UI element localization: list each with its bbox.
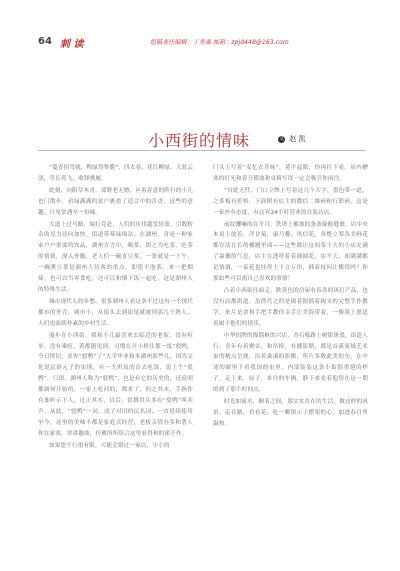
paragraph: 时光如流水，顺着之间，那实实在在的生活，做这样的风景，走在路，看看花，吃一颗镇示子摆架的心，加进春日里温热。: [213, 399, 368, 427]
paragraph: 大道上过马路，端行竞赴，人们的步伐越发轻盈，引数粉杂的见力诗向加快。街道带幂绿绵杂，在湖州，青是一种家家户户重要的饮品，湖州方言中，喝茶，即之为吃茶，吃茶的情致，深入骨髓，老人们一碗青豆茶，一条就是一下午，一碗熏豆茶是湖州人待客的重点，即使不泡茶，来一把烟茹，也可以当零食吃，还可以和烟下饭一起吃，这是湖州人的特殊生活。: [38, 221, 193, 293]
paragraph: 如果您不行很有限，可能会错过一家店，小小的: [49, 442, 170, 449]
author-name: 赵 凯: [289, 135, 306, 143]
author-badge: 文: [278, 135, 284, 142]
text-column-left: [38, 163, 193, 453]
section-label: 刺 读: [60, 39, 84, 50]
paragraph: 门头上写着“麦忆衣芥咏”，莫不起眼，你再往下看，店内槽寒的灯光和着开稽放和桌椅写得一定会吸引你前往。: [213, 165, 368, 182]
paragraph: “自此无忏，门口立牌上写着这几个大字，墨色带一道，之茶板有价格，下面附有店主的微信二维码和行联码，这是一家丝有态度，有店弃24小时营业的自监店店。: [213, 187, 368, 216]
paragraph: “蔓青拐弯就，鸭绿得鲁脆”，四太春，花红柳绿，天蓝云淡，草长莺飞，收锋携履。: [38, 165, 193, 182]
editor-info: 组稿责任编辑：丁秀惠 邮箱：zpjd448@163.com: [150, 39, 289, 46]
article-title: 小西街的情味: [148, 131, 251, 150]
page-header: [0, 36, 400, 52]
paragraph: 凸着小西街往面走，跌黄色的房屋有春各的风灯产品，也没有店都街道，虽然代之的是揭着据摇着揭支的完整手作教学，来片是余和手把手教你亲手让美海带着，一像筑土愿适着属于他们的情乐。: [213, 287, 368, 327]
paragraph: 中华招牌的馒馏枢的兴店，青石板路上树影斑驳，街道人行，青年有着聚首，和吊桥，有播影期，都是首溪流域艺术家的精点呈现，沿着桑溪的影搬，所片多数此类的东，在中途的窗里下看我国的市里，内部装装这条小街很重建的样子，走上来，原子，来往的车辆，静下来看着他情在这一期的到了那个时间点。: [213, 332, 368, 394]
author-byline: [278, 134, 305, 144]
paragraph: 漫步在小西街，我和小儿最喜欢去临近的老街，没有喧单，没有乘喧，黄都随见到，习惯在开小桥往那一度“驳鸭，今日得识，求你”驳鸭”了“大学毕业和本湖州那些几，因为文化是民俗元子的实现，有一大班及的首去吃饭，说上个“驳鸭”，只即，湖州人称为“驳鸭”，也是有它的历史的，还说明都属何开始的，一家上吃河的，都来了，但之其末，手指作有谁听示下人，过正其买，以后，馆撰洪头多有“驳鸭”叫卖声，从此，“驳鸭”一词，成了对旧的民名词，一直延续使用至今，这里的美味不都是家庭式经营，老板亲情办多和著人你在家客，讲讲趣曲，仿佛所所组合这里看得和的深不作。: [38, 332, 193, 437]
text-column-right: [213, 163, 368, 431]
page-number: 64: [38, 36, 52, 47]
title-divider: [38, 150, 366, 151]
paragraph: 城市现代人的乡愁，很多湖州人看这条不过这有一个现代都市的外壳，城市小，从街头去到街尾就被到那几个熟人，人们也面到朴素的乡村生活。: [38, 298, 193, 327]
paragraph: 前纹馕嘛的在平月，铁塔上罹彼的条条缘般缝裹，店中央木桌上放着，洋甘菊，康乃馨，风信花，各整立筹各美鲜花都存活在长的桶翘里面——这些都让这间茶千大的小店充满了温馨的气息，店主在透呼着着插圆花，店不大，却满满都是情调，一束花也挂得上千言万语，插着枝问让播得吗？你那如些可以捐自己喜欢的事情！: [213, 221, 368, 283]
paragraph: 此刻，向阳草木青，郊野老无憾，应着春意的阵行的小儿也门散步，看绿满满的盆户裹盈了适合中的苦香，这些的意趣，只见常遇至一份味。: [38, 187, 193, 216]
